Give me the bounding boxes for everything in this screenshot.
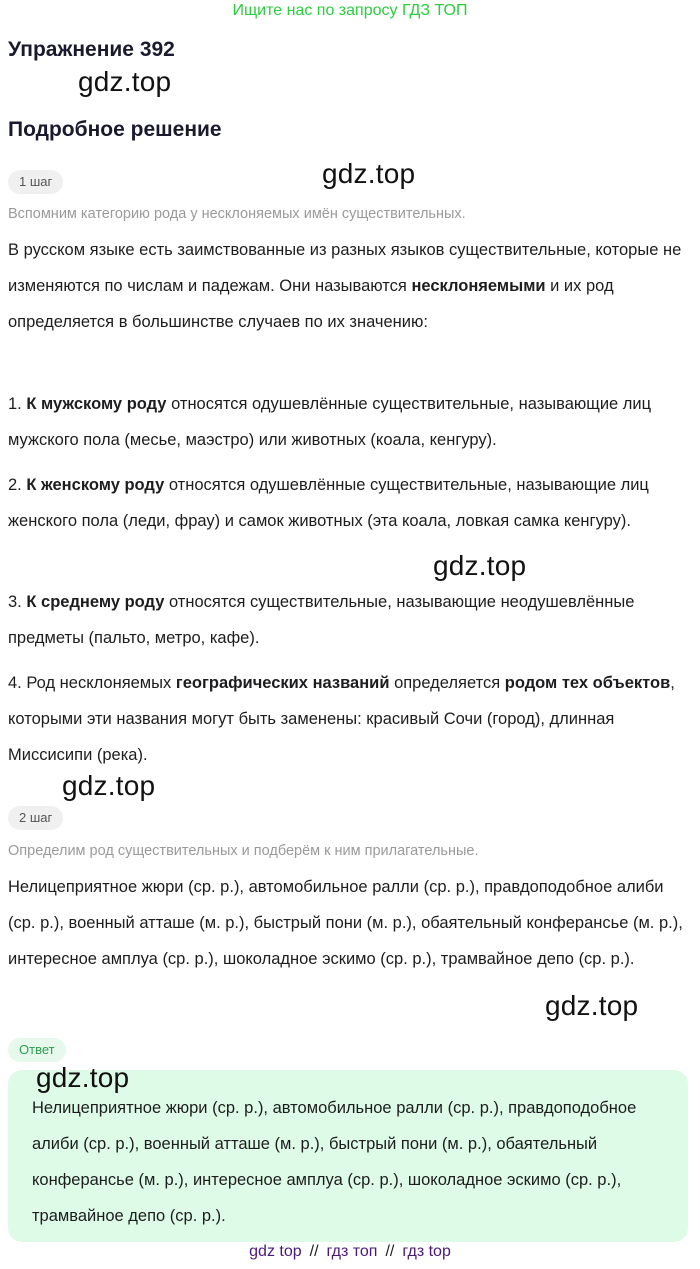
watermark: gdz.top [322, 158, 416, 189]
step-2-hint: Определим род существительных и подберём к ним прилагательные. [8, 843, 479, 859]
intro-paragraph: В русском языке есть заимствованные из разных языков существительные, которые не изменяются по числам и падежам. Они называются несклоняемыми и их род определяется в большинстве случаев по их значению: [8, 241, 682, 331]
watermark: gdz.top [545, 990, 639, 1021]
footer-link-1[interactable]: gdz top [249, 1243, 302, 1260]
rule-neuter: 3. К среднему роду относятся существительные, называющие неодушевлённые предметы (пальто, метро, кафе). [8, 593, 635, 647]
rule-geographic: 4. Род несклоняемых географических названий определяется родом тех объектов, которыми эти названия могут быть заменены: красивый Сочи (город), длинная Миссисипи (река). [8, 674, 675, 764]
rule-masculine: 1. К мужскому роду относятся одушевлённые существительные, называющие лиц мужского пола (месье, маэстро) или животных (коала, кенгуру). [8, 395, 652, 449]
watermark: gdz.top [36, 1062, 130, 1093]
footer-separator: // [385, 1243, 395, 1260]
footer-link-2[interactable]: гдз топ [326, 1243, 378, 1260]
step-2-badge: 2 шаг [8, 806, 63, 830]
top-banner[interactable]: Ищите нас по запросу ГДЗ ТОП [232, 2, 468, 19]
step-1-hint: Вспомним категорию рода у несклоняемых имён существительных. [8, 206, 466, 222]
watermark: gdz.top [78, 66, 172, 97]
footer-links [0, 1243, 700, 1261]
section-title: Подробное решение [8, 118, 222, 141]
footer-link-3[interactable]: гдз top [402, 1243, 451, 1260]
watermark: gdz.top [62, 770, 156, 801]
footer-separator: // [309, 1243, 319, 1260]
exercise-title: Упражнение 392 [8, 38, 175, 61]
step-1-badge: 1 шаг [8, 170, 63, 194]
watermark: gdz.top [433, 550, 527, 581]
answer-badge: Ответ [8, 1038, 66, 1062]
answer-text: Нелицеприятное жюри (ср. р.), автомобильное ралли (ср. р.), правдоподобное алиби (ср. р.), военный атташе (м. р.), быстрый пони (м. р.), обаятельный конферансье (м. р.), интересное амплуа (ср. р.), шоколадное эскимо (ср. р.), трамвайное депо (ср. р.). [32, 1099, 637, 1225]
rule-feminine: 2. К женскому роду относятся одушевлённые существительные, называющие лиц женского пола (леди, фрау) и самок животных (эта коала, ловкая самка кенгуру). [8, 476, 649, 530]
answer-box [8, 1070, 688, 1242]
step-2-text: Нелицеприятное жюри (ср. р.), автомобильное ралли (ср. р.), правдоподобное алиби (ср. р.), военный атташе (м. р.), быстрый пони (м. р.), обаятельный конферансье (м. р.), интересное амплуа (ср. р.), шоколадное эскимо (ср. р.), трамвайное депо (ср. р.). [8, 878, 683, 968]
